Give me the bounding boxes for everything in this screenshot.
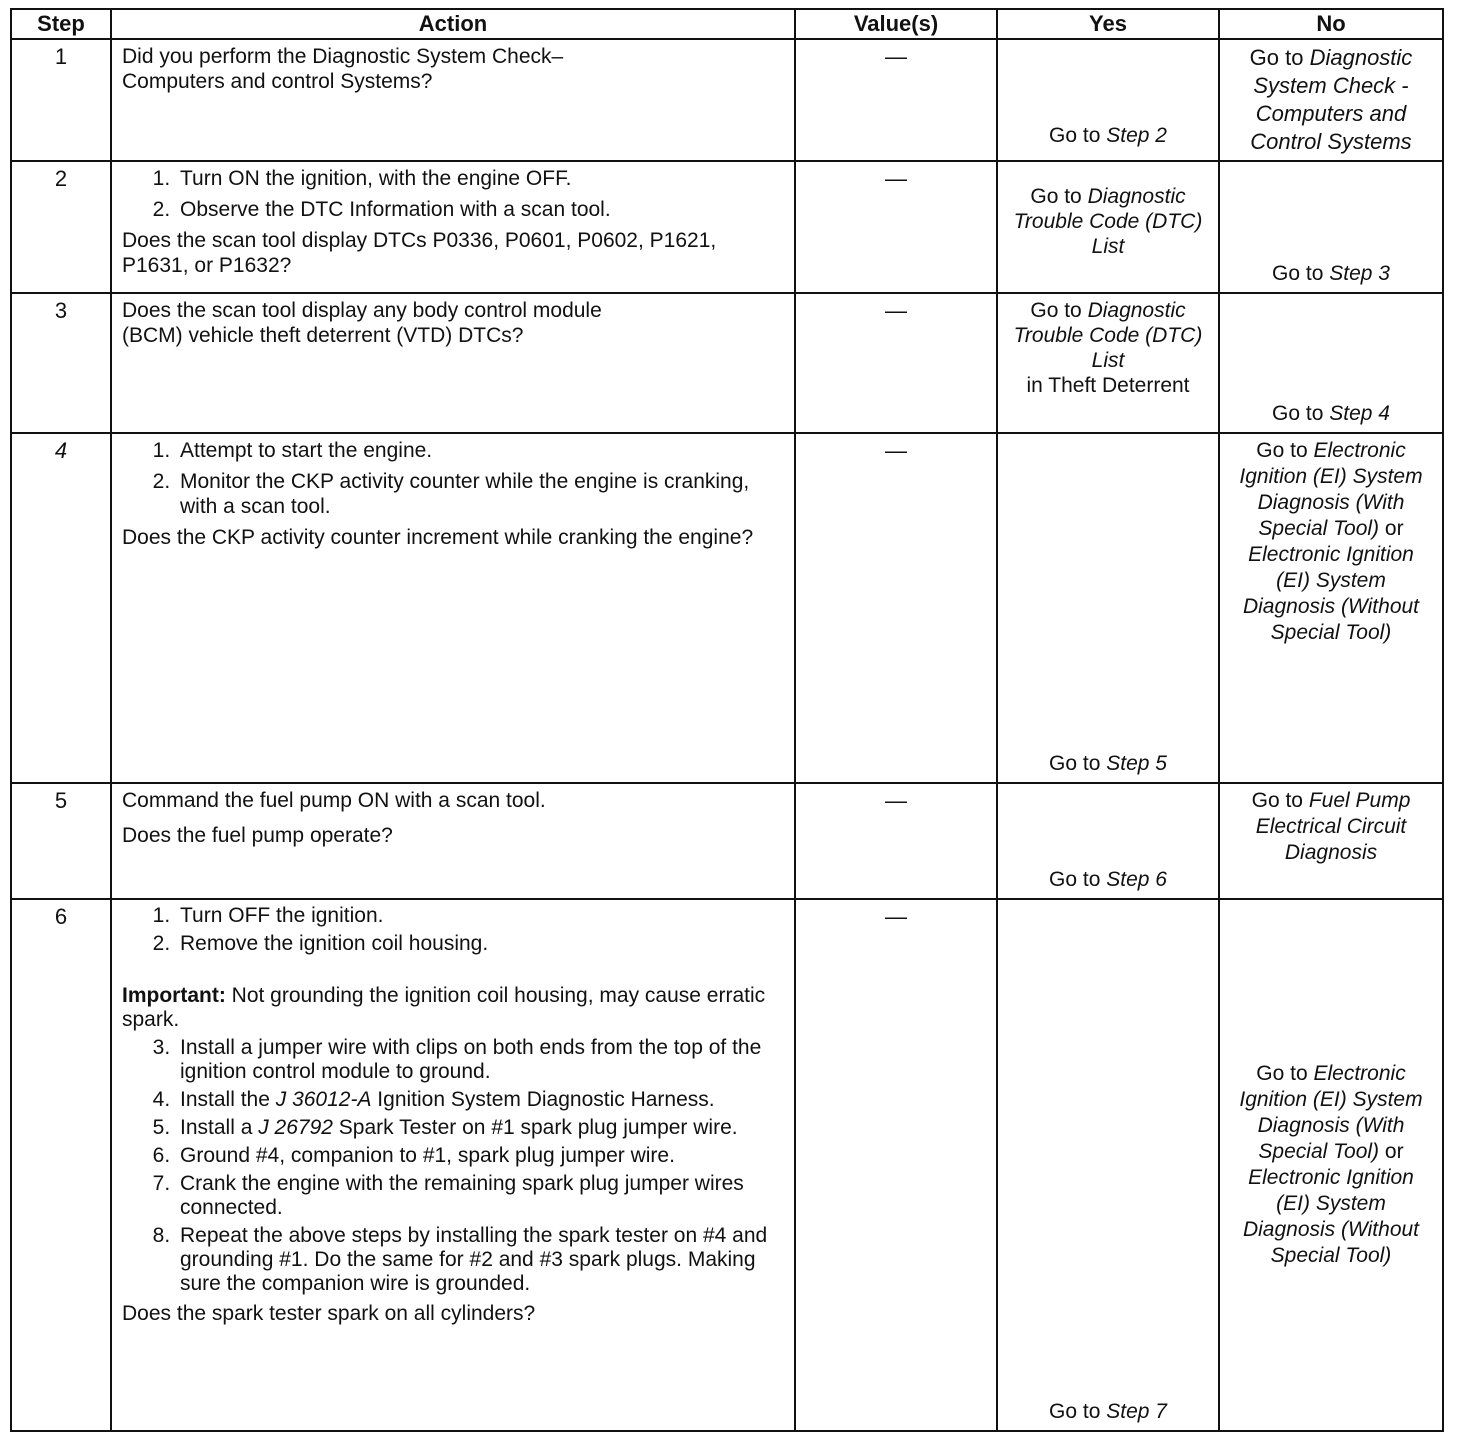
action-question: Does the scan tool display DTCs P0336, P0601, P0602, P1621, P1631, or P1632? [122,229,717,277]
step-number: 6 [11,899,111,1431]
action-step: 1. Attempt to start the engine. [176,438,784,463]
action-question: Does the CKP activity counter increment while cranking the engine? [122,526,754,549]
action-step: 1. Turn ON the ignition, with the engine OFF. [176,166,784,191]
no-cell [1219,433,1443,783]
action-cell [111,783,795,899]
tool-name: J 36012-A [275,1088,372,1111]
yes-prefix: Go to [1049,1400,1107,1423]
no-or: or [1379,517,1404,540]
step-text: Spark Tester on #1 spark plug jumper wire. [332,1116,738,1139]
no-or: or [1379,1140,1404,1163]
header-values: Value(s) [795,9,997,39]
action-cell [111,161,795,293]
yes-cell [997,161,1219,293]
action-step: 2. Remove the ignition coil housing. [176,932,784,956]
yes-link[interactable]: Diagnostic Trouble Code (DTC) List [1013,185,1203,258]
action-step: 3. Install a jumper wire with clips on both ends from the top of the ignition control module to ground. [176,1036,780,1084]
table-row [11,39,1443,161]
no-cell [1219,39,1443,161]
table-row [11,783,1443,899]
yes-prefix: Go to [1030,185,1088,208]
no-link-alt[interactable]: Electronic Ignition (EI) System Diagnosis (Without Special Tool) [1242,543,1420,644]
yes-link[interactable]: Step 7 [1106,1400,1167,1423]
action-step: 2. Observe the DTC Information with a scan tool. [176,197,784,222]
yes-suffix: in Theft Deterrent [1026,374,1190,397]
step-text: Ignition System Diagnostic Harness. [371,1088,715,1111]
yes-cell [997,293,1219,433]
yes-link[interactable]: Step 2 [1106,124,1167,147]
header-action: Action [111,9,795,39]
action-step [176,1116,780,1140]
yes-prefix: Go to [1049,124,1107,147]
yes-link[interactable]: Diagnostic Trouble Code (DTC) List [1013,299,1203,372]
action-step [176,1088,780,1112]
action-question: Does the fuel pump operate? [122,824,393,847]
step-number: 5 [11,783,111,899]
step-number: 2 [11,161,111,293]
no-cell [1219,783,1443,899]
step-number: 1 [11,39,111,161]
action-text: Did you perform the Diagnostic System Check–Computers and control Systems? [122,45,564,93]
yes-cell [997,39,1219,161]
no-link[interactable]: Step 4 [1329,402,1390,425]
table-row [11,433,1443,783]
header-no: No [1219,9,1443,39]
action-cell [111,433,795,783]
no-cell [1219,161,1443,293]
no-link-alt[interactable]: Electronic Ignition (EI) System Diagnosis (Without Special Tool) [1242,1166,1420,1267]
no-link[interactable]: Diagnostic System Check - Computers and Control Systems [1250,45,1413,154]
action-step: 1. Turn OFF the ignition. [176,904,784,928]
yes-prefix: Go to [1049,868,1107,891]
table-row [11,293,1443,433]
value-cell: — [795,293,997,433]
yes-prefix: Go to [1049,752,1107,775]
header-step: Step [11,9,111,39]
action-cell [111,39,795,161]
action-cell [111,899,795,1431]
no-link[interactable]: Electronic Ignition (EI) System Diagnosis (With Special Tool) [1239,1062,1423,1163]
yes-link[interactable]: Step 5 [1106,752,1167,775]
value-cell: — [795,39,997,161]
important-text: Not grounding the ignition coil housing, may cause erratic spark. [122,984,766,1031]
no-prefix: Go to [1272,402,1330,425]
action-text: Does the scan tool display any body control module (BCM) vehicle theft deterrent (VTD) DTCs? [122,299,602,347]
action-step: 2. Monitor the CKP activity counter while the engine is cranking, with a scan tool. [176,469,784,519]
no-prefix: Go to [1249,45,1310,70]
header-yes: Yes [997,9,1219,39]
tool-name: J 26792 [258,1116,333,1139]
step-text: Install a [180,1116,259,1139]
action-step: 6. Ground #4, companion to #1, spark plug jumper wire. [176,1144,780,1168]
table-row [11,161,1443,293]
action-question: Does the spark tester spark on all cylinders? [122,1302,536,1325]
table-row [11,899,1443,1431]
header-row [11,9,1443,39]
yes-cell [997,899,1219,1431]
value-cell: — [795,783,997,899]
yes-prefix: Go to [1030,299,1088,322]
step-text: Install the [180,1088,276,1111]
no-link[interactable]: Fuel Pump Electrical Circuit Diagnosis [1255,789,1411,864]
no-prefix: Go to [1256,439,1314,462]
no-prefix: Go to [1256,1062,1314,1085]
step-number: 3 [11,293,111,433]
step-number-text: 4 [54,438,68,463]
yes-link[interactable]: Step 6 [1106,868,1167,891]
no-cell [1219,899,1443,1431]
value-cell: — [795,161,997,293]
action-step: 7. Crank the engine with the remaining spark plug jumper wires connected. [176,1172,780,1220]
important-label: Important: [122,984,226,1007]
no-link[interactable]: Step 3 [1329,262,1390,285]
no-cell [1219,293,1443,433]
action-text: Command the fuel pump ON with a scan tool. [122,789,546,812]
no-prefix: Go to [1251,789,1309,812]
action-cell [111,293,795,433]
diagnostic-table [10,8,1444,1432]
important-note [122,984,784,1032]
yes-cell [997,433,1219,783]
value-cell: — [795,433,997,783]
yes-cell [997,783,1219,899]
value-cell: — [795,899,997,1431]
step-number [11,433,111,783]
no-link[interactable]: Electronic Ignition (EI) System Diagnosis (With Special Tool) [1239,439,1423,540]
no-prefix: Go to [1272,262,1330,285]
action-step: 8. Repeat the above steps by installing the spark tester on #4 and grounding #1. Do the same for #2 and #3 spark plugs. Making sure the companion wire is grounded. [176,1224,780,1296]
